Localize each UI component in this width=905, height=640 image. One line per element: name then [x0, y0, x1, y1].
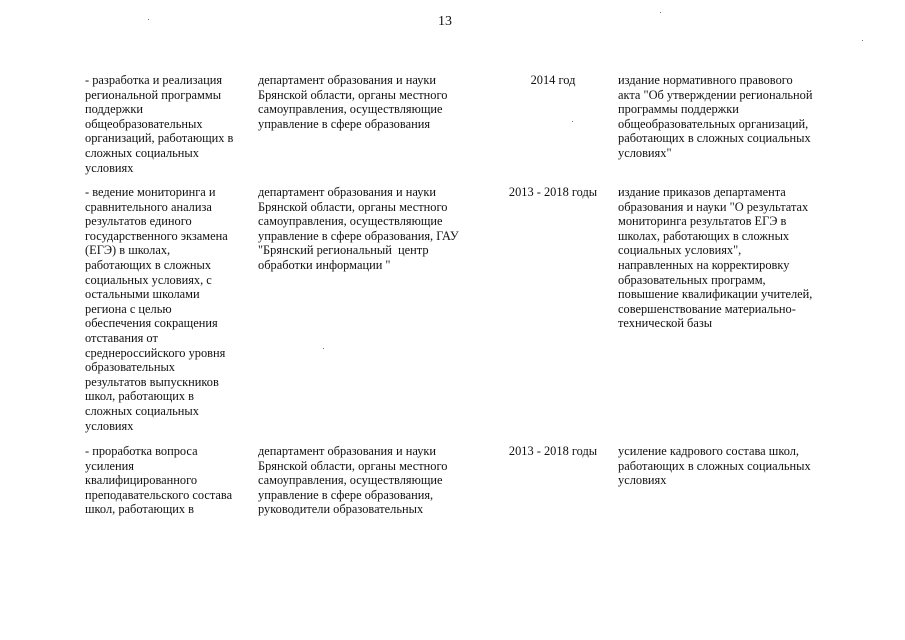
scan-speck	[660, 12, 661, 13]
result-cell: усиление кадрового состава школ, работающих в сложных социальных условиях	[618, 444, 811, 488]
term-cell: 2014 год	[530, 73, 576, 87]
scan-speck	[572, 121, 573, 122]
scan-speck	[862, 40, 863, 41]
term-cell: 2013 - 2018 годы	[508, 444, 598, 458]
table-row	[0, 444, 905, 524]
term-cell: 2013 - 2018 годы	[508, 185, 598, 199]
executor-cell: департамент образования и науки Брянской области, органы местного самоуправления, осуществляющие управление в сфере образования	[258, 73, 448, 131]
executor-cell: департамент образования и науки Брянской области, органы местного самоуправления, осуществляющие управление в сфере образования, ГАУ "Брянский региональный центр обработки информации "	[258, 185, 459, 272]
table-row	[0, 73, 905, 173]
executor-cell: департамент образования и науки Брянской области, органы местного самоуправления, осуществляющие управление в сфере образования, руководители образовательных	[258, 444, 448, 517]
measure-cell: - ведение мониторинга и сравнительного анализа результатов единого государственного экзамена (ЕГЭ) в школах, работающих в сложных социальных условиях, с остальными школами региона с целью обеспечения сокращения отставания от среднероссийского уровня образовательных результатов выпускников школ, работающих в сложных социальных условиях	[85, 185, 228, 433]
scan-speck	[323, 348, 324, 349]
page-number: 13	[438, 14, 452, 29]
table-row	[0, 185, 905, 435]
measure-cell: - проработка вопроса усиления квалифицированного преподавательского состава школ, работающих в	[85, 444, 233, 517]
measure-cell: - разработка и реализация региональной программы поддержки общеобразовательных организаций, работающих в сложных социальных условиях	[85, 73, 234, 175]
result-cell: издание приказов департамента образования и науки "О результатах мониторинга результатов ЕГЭ в школах, работающих в сложных социальных условиях", направленных на корректировку образовательных программ, повышение квалификации учителей, совершенствование материально- технической базы	[618, 185, 813, 331]
scan-speck	[148, 19, 149, 20]
result-cell: издание нормативного правового акта "Об утверждении региональной программы поддержки общеобразовательных организаций, работающих в сложных социальных условиях"	[618, 73, 813, 160]
